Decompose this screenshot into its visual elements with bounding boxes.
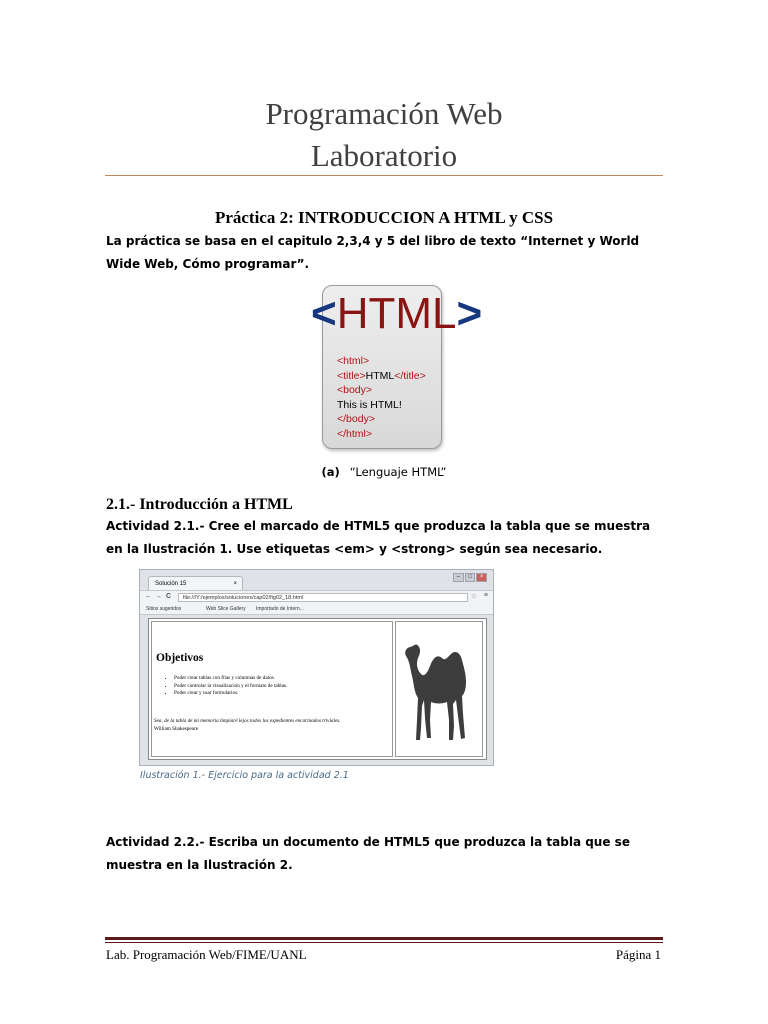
code-sample <box>337 354 426 441</box>
document-title <box>0 93 768 177</box>
tab-title: Solución 15 <box>155 581 187 587</box>
code-line: <body> <box>337 384 373 396</box>
footer-divider <box>105 937 663 940</box>
window-controls <box>453 573 487 582</box>
activity-2-2: Actividad 2.2.- Escriba un documento de HTML5 que produzca la tabla que se muestra en la Ilustración 2. <box>106 835 630 872</box>
star-icon: ☆ <box>470 593 477 600</box>
browser-viewport <box>148 618 487 760</box>
code-line: This is HTML! <box>337 398 402 411</box>
table-cell-content <box>151 621 393 757</box>
list-item: • Poder controlar la visualización y el formato de tablas. <box>174 683 287 691</box>
bookmark-item: Sitios sugeridos <box>146 606 182 612</box>
bookmark-item: Web Slice Gallery <box>206 606 246 612</box>
practice-heading: Práctica 2: INTRODUCCION A HTML y CSS <box>214 208 554 227</box>
table-cell-image <box>395 621 483 757</box>
list-item: • Poder crear y usar formularios. <box>174 690 287 698</box>
figure-a-caption <box>0 465 768 479</box>
footer-course: Lab. Programación Web/FIME/UANL <box>106 947 307 962</box>
figure-1-caption: Ilustración 1.- Ejercicio para la actividad 2.1 <box>140 770 349 781</box>
browser-toolbar <box>140 590 493 604</box>
title-line-1: Programación Web <box>265 96 503 131</box>
logo-close-bracket: > <box>456 289 483 338</box>
code-line: </html> <box>337 427 373 440</box>
tab-close-icon: × <box>233 581 237 587</box>
list-item: • Poder crear tablas con filas y columnas de datos. <box>174 675 287 683</box>
code-line: </body> <box>337 413 375 425</box>
back-icon: ← <box>145 593 152 600</box>
objectives-list <box>164 675 287 698</box>
intro-paragraph: La práctica se basa en el capitulo 2,3,4 y 5 del libro de texto “Internet y World Wide Web, Cómo programar”. <box>106 234 640 271</box>
html-logo-figure <box>311 285 483 449</box>
browser-screenshot <box>139 569 494 766</box>
menu-icon: ≡ <box>483 592 488 599</box>
browser-tab <box>148 576 243 590</box>
logo-word: HTML <box>336 289 457 338</box>
caption-label: (a) <box>321 465 340 479</box>
reload-icon: C <box>166 593 172 600</box>
close-icon: × <box>476 573 487 582</box>
maximize-icon: □ <box>465 573 476 582</box>
html-logo <box>311 288 483 340</box>
logo-open-bracket: < <box>311 289 337 338</box>
activity-2-1: Actividad 2.1.- Cree el marcado de HTML5 que produzca la tabla que se muestra en la Ilustración 1. Use etiquetas <em> y <strong> según sea necesario. <box>106 519 651 556</box>
address-bar: file:///Y:/ejemplos/soluciones/cap02/fig02_18.html <box>178 593 468 602</box>
camel-icon <box>400 634 478 746</box>
section-heading: 2.1.- Introducción a HTML <box>106 496 293 513</box>
forward-icon: → <box>155 593 162 600</box>
objectives-heading: Objetivos <box>156 652 204 664</box>
bookmarks-bar <box>140 604 493 615</box>
minimize-icon: – <box>453 573 464 582</box>
bookmark-item: Importado de Intern... <box>256 606 304 612</box>
code-line: <title>HTML</title> <box>337 369 426 382</box>
caption-text: “Lenguaje HTML” <box>349 465 447 479</box>
code-line: <html> <box>337 355 370 367</box>
title-line-2: Laboratorio <box>310 138 458 173</box>
quote-text: Sea, de la tabla de mi memoria limpiaré lejos todos los expedientes encarinados triviales. <box>154 718 341 724</box>
page-number: Página 1 <box>615 947 661 962</box>
quote-author: William Shakespeare <box>154 726 199 732</box>
title-divider <box>105 175 663 176</box>
footer-divider-thin <box>105 942 663 943</box>
